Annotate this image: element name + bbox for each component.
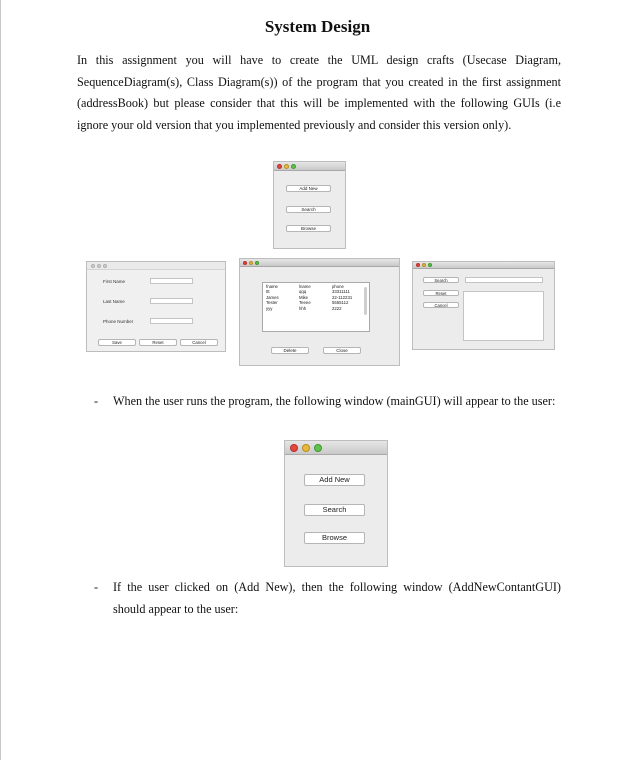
table-scrollbar (364, 287, 367, 315)
title-bar (240, 259, 399, 267)
minimize-dot-icon (422, 263, 426, 267)
overview-reset-button: Reset (139, 339, 177, 346)
overview-cancel-button: Cancel (423, 302, 459, 308)
close-dot-icon (243, 261, 247, 265)
minimize-dot-icon (302, 444, 310, 452)
overview-add-new-button: Add New (286, 185, 331, 192)
bullet-marker: - (94, 580, 99, 594)
overview-add-window (86, 261, 226, 352)
zoom-dot-icon (428, 263, 432, 267)
table-cell: Teeee (299, 300, 311, 306)
overview-browse-window (239, 258, 400, 366)
lname-column (299, 284, 311, 311)
search-field (465, 277, 543, 283)
intro-paragraph: In this assignment you will have to create the UML design crafts (Usecase Diagram, SequenceDiagram(s), Class Diagram(s)) of the program that you created in the first assignment (addressBook) but please consider that this will be implemented with the following GUIs (i.e ignore your old version that you implemented previously and consider this version only). (77, 53, 561, 132)
bullet-marker: - (94, 394, 99, 408)
fname-column (266, 284, 279, 311)
minimize-dot-icon (284, 164, 289, 169)
contacts-table (262, 282, 370, 332)
overview-delete-button: Delete (271, 347, 309, 354)
last-name-label: Last Name (103, 299, 125, 304)
title-bar (413, 262, 554, 269)
first-name-field (150, 278, 193, 284)
table-cell: hhh (299, 305, 307, 311)
table-cell: 5555112 (332, 300, 349, 306)
column-header: fname (266, 284, 278, 289)
close-dot-icon (277, 164, 282, 169)
phone-column (332, 284, 352, 311)
overview-search-button: Search (286, 206, 331, 213)
table-cell: yyy (266, 305, 273, 311)
title-bar (87, 262, 225, 270)
close-dot-icon (416, 263, 420, 267)
overview-close-button: Close (323, 347, 361, 354)
last-name-field (150, 298, 193, 304)
browse-button: Browse (304, 532, 365, 544)
column-header: lname (299, 284, 311, 289)
overview-reset-button: Reset (423, 290, 459, 296)
overview-cancel-button: Cancel (180, 339, 218, 346)
overview-main-window (273, 161, 346, 249)
title-bar (274, 162, 345, 171)
zoom-dot-icon (255, 261, 259, 265)
title-bar (285, 441, 387, 455)
table-cell: Tester (266, 300, 278, 306)
table-cell: 2222 (332, 305, 342, 311)
close-dot-icon (290, 444, 298, 452)
table-cell: 22-112231 (332, 294, 353, 300)
search-button: Search (304, 504, 365, 516)
bullet-text: If the user clicked on (Add New), then the following window (AddNewContantGUI) should appear to the user: (113, 580, 561, 616)
overview-browse-button: Browse (286, 225, 331, 232)
close-dot-icon (91, 264, 95, 268)
page-title: System Design (264, 17, 371, 36)
main-gui-window (284, 440, 388, 567)
table-cell: 33311111 (332, 289, 350, 295)
overview-search-window (412, 261, 555, 350)
bullet-text: When the user runs the program, the following window (mainGUI) will appear to the user: (113, 394, 556, 408)
minimize-dot-icon (97, 264, 101, 268)
overview-save-button: Save (98, 339, 136, 346)
overview-search-button: Search (423, 277, 459, 283)
minimize-dot-icon (249, 261, 253, 265)
add-new-button: Add New (304, 474, 365, 486)
phone-number-label: Phone Number (103, 319, 134, 324)
table-cell: Mike (299, 294, 309, 300)
column-header: phone (332, 284, 344, 289)
zoom-dot-icon (314, 444, 322, 452)
first-name-label: First Name (103, 279, 126, 284)
results-area (463, 291, 544, 341)
table-cell: ttt (266, 289, 270, 295)
table-cell: James (266, 294, 279, 300)
table-cell: qqq (299, 289, 307, 295)
zoom-dot-icon (103, 264, 107, 268)
phone-number-field (150, 318, 193, 324)
zoom-dot-icon (291, 164, 296, 169)
